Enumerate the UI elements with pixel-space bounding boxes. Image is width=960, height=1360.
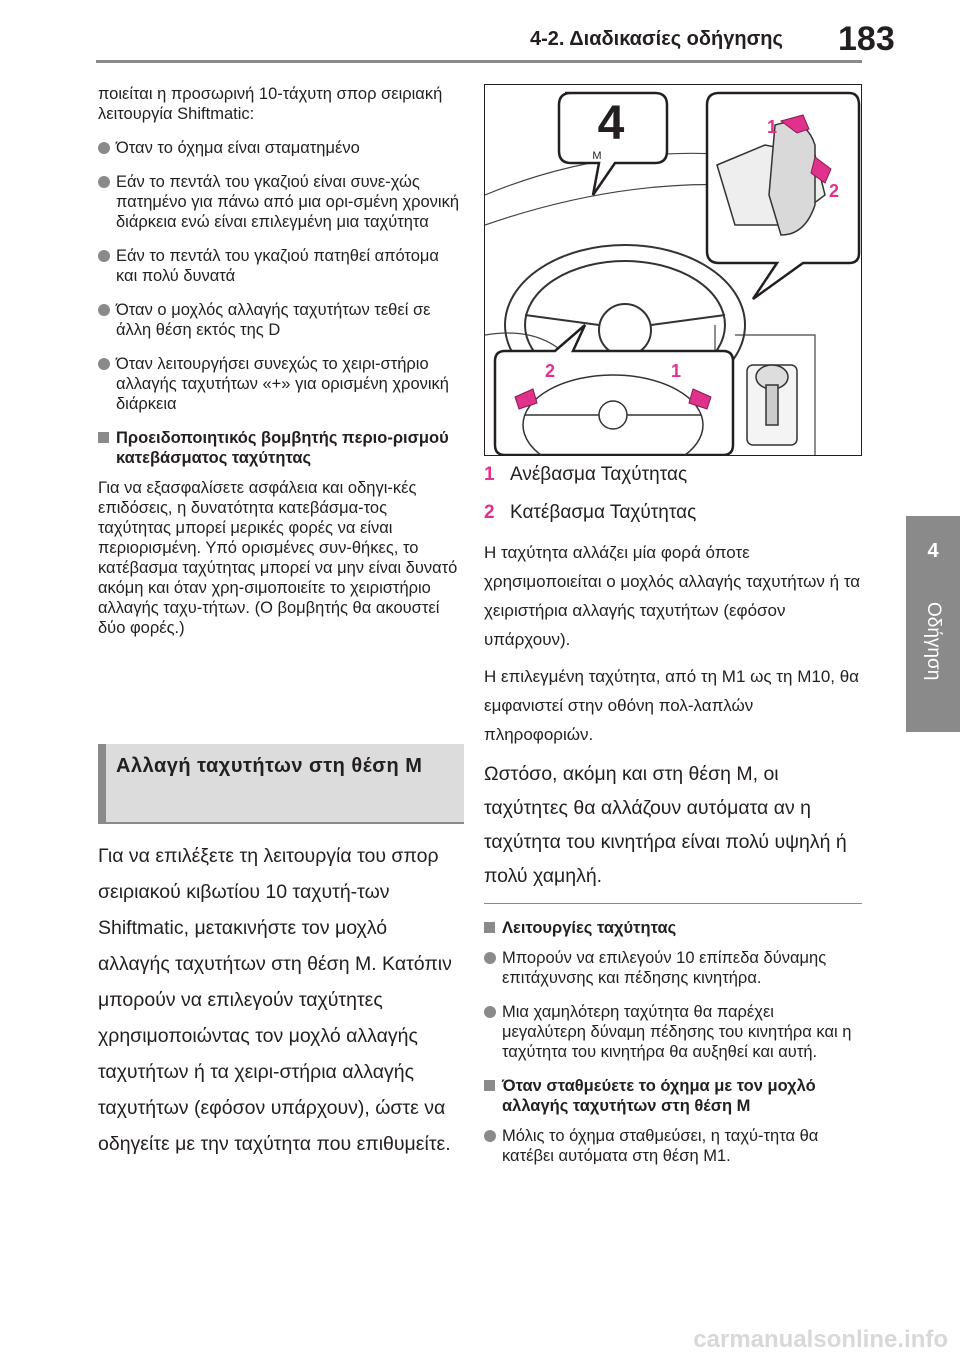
legend-item xyxy=(484,500,862,526)
paddle-up-label: 1 xyxy=(671,361,682,381)
bullet-icon xyxy=(98,358,110,370)
header-rule xyxy=(96,60,862,63)
subheading-text: Λειτουργίες ταχύτητας xyxy=(502,919,677,937)
bullet-icon xyxy=(98,142,110,154)
list-item-text: Μια χαμηλότερη ταχύτητα θα παρέχει μεγαλύτερη δύναμη πέδησης του κινητήρα και η ταχύτητα του κινητήρα θα αυξηθεί και αυτή. xyxy=(502,1003,852,1061)
section-title-box xyxy=(98,744,464,824)
gear-digit: 4 xyxy=(597,97,625,150)
gear-lever-illustration xyxy=(747,365,797,445)
divider xyxy=(484,903,862,904)
subheading-text: Όταν σταθμεύετε το όχημα με τον μοχλό αλλαγής ταχυτήτων στη θέση M xyxy=(502,1077,816,1115)
intro-text: ποιείται η προσωρινή 10-τάχυτη σπορ σειριακή λειτουργία Shiftmatic: xyxy=(98,85,443,123)
bullet-icon xyxy=(98,250,110,262)
list-item xyxy=(484,948,862,988)
section-title: Αλλαγή ταχυτήτων στη θέση M xyxy=(116,755,423,777)
subheading xyxy=(484,918,862,938)
gear-mode: M xyxy=(592,150,602,162)
list-item-text: Όταν λειτουργήσει συνεχώς το χειρι-στήριο αλλαγής ταχυτήτων «+» για ορισμένη χρονική διάρκεια xyxy=(116,355,449,413)
paddle-down-label: 2 xyxy=(545,361,556,381)
subheading xyxy=(98,428,464,468)
bullet-icon xyxy=(484,1130,496,1142)
subheading-text: Προειδοποιητικός βομβητής περιο-ρισμού κατεβάσματος ταχύτητας xyxy=(116,429,449,467)
legend-item xyxy=(484,462,862,488)
list-item xyxy=(98,172,464,232)
list-item xyxy=(98,138,464,158)
list-item xyxy=(484,1002,862,1062)
section-body-column xyxy=(98,838,464,1162)
square-bullet-icon xyxy=(484,1080,495,1091)
list-item xyxy=(98,300,464,340)
paragraph: Ωστόσο, ακόμη και στη θέση M, οι ταχύτητες θα αλλάζουν αυτόματα αν η ταχύτητα του κινητήρα είναι πολύ υψηλή ή πολύ χαμηλή. xyxy=(484,763,847,887)
list-item-text: Εάν το πεντάλ του γκαζιού πατηθεί απότομα και πολύ δυνατά xyxy=(116,247,439,285)
square-bullet-icon xyxy=(98,432,109,443)
subheading xyxy=(484,1076,862,1116)
legend-number: 2 xyxy=(484,502,495,523)
chapter-tab-label: Οδήγηση xyxy=(923,602,944,681)
bullet-icon xyxy=(98,176,110,188)
subheading-body: Για να εξασφαλίσετε ασφάλεια και οδηγι-κές επιδόσεις, η δυνατότητα κατεβάσμα-τος ταχύτητας μπορεί μερικές φορές να είναι περιορισμένη. Υπό ορισμένες συν-θήκες, το κατέβασμα ταχύτητας μπορεί να μην είναι δυνατό ακόμη και όταν χρη-σιμοποιείτε το χειριστήριο αλλαγής ταχυ-τήτων. (Ο βομβητής θα ακουστεί δύο φορές.) xyxy=(98,479,458,637)
legend-text: Κατέβασμα Ταχύτητας xyxy=(510,502,697,523)
section-body: Για να επιλέξετε τη λειτουργία του σπορ σειριακού κιβωτίου 10 ταχυτή-των Shiftmatic, μετακινήστε τον μοχλό αλλαγής ταχυτήτων στη θέση M. Κατόπιν μπορούν να επιλεγούν ταχύτητες χρησιμοποιώντας τον μοχλό αλλαγής ταχυτήτων ή τα χειρι-στήρια αλλαγής ταχυτήτων (εφόσον υπάρχουν), ώστε να οδηγείτε με την ταχύτητα που επιθυμείτε. xyxy=(98,845,452,1155)
legend-text: Ανέβασμα Ταχύτητας xyxy=(510,464,688,485)
right-column xyxy=(484,462,862,1180)
list-item-text: Όταν το όχημα είναι σταματημένο xyxy=(116,139,360,157)
illustration-svg xyxy=(485,85,862,456)
callout-up-label: 1 xyxy=(767,117,778,137)
display-callout xyxy=(559,93,667,195)
section-title-bar xyxy=(98,744,106,824)
list-item-text: Εάν το πεντάλ του γκαζιού είναι συνε-χώς πατημένο για πάνω από μια ορι-σμένη χρονική διάρκεια ενώ είναι επιλεγμένη μια ταχύτητα xyxy=(116,173,460,231)
watermark: carmanualsonline.info xyxy=(693,1326,948,1353)
page-number: 183 xyxy=(838,20,895,58)
list-item xyxy=(484,1126,862,1166)
list-item-text: Όταν ο μοχλός αλλαγής ταχυτήτων τεθεί σε άλλη θέση εκτός της D xyxy=(116,301,431,339)
square-bullet-icon xyxy=(484,922,495,933)
list-item xyxy=(98,246,464,286)
left-column xyxy=(98,84,464,652)
paragraph: Η ταχύτητα αλλάζει μία φορά όποτε χρησιμοποιείται ο μοχλός αλλαγής ταχυτήτων ή τα χειριστήρια αλλαγής ταχυτήτων (εφόσον υπάρχουν). xyxy=(484,543,861,649)
bullet-icon xyxy=(484,952,496,964)
bullet-icon xyxy=(98,304,110,316)
list-item xyxy=(98,354,464,414)
list-item-text: Μπορούν να επιλεγούν 10 επίπεδα δύναμης επιτάχυνσης και πέδησης κινητήρα. xyxy=(502,949,827,987)
legend-number: 1 xyxy=(484,464,495,485)
chapter-tab-number: 4 xyxy=(927,540,939,562)
paragraph: Η επιλεγμένη ταχύτητα, από τη M1 ως τη M10, θα εμφανιστεί στην οθόνη πολ-λαπλών πληροφοριών. xyxy=(484,667,860,744)
section-header-title: 4-2. Διαδικασίες οδήγησης xyxy=(530,28,783,50)
list-item-text: Μόλις το όχημα σταθμεύσει, η ταχύ-τητα θα κατέβει αυτόματα στη θέση M1. xyxy=(502,1127,819,1165)
callout-down-label: 2 xyxy=(829,181,840,201)
steering-shift-illustration xyxy=(484,84,862,456)
bullet-icon xyxy=(484,1006,496,1018)
shifter-callout xyxy=(707,93,859,299)
